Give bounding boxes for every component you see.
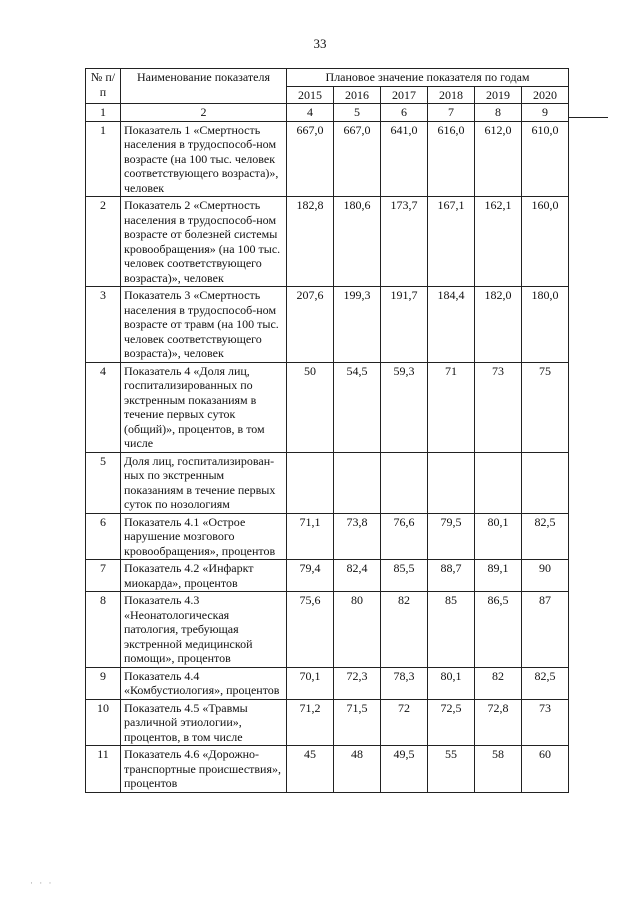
header-year: 2017	[381, 86, 428, 104]
planned-value: 49,5	[381, 746, 428, 793]
table-row	[86, 452, 569, 513]
planned-value: 73	[475, 362, 522, 452]
indicator-name: Показатель 4.6 «Дорожно-транспортные происшествия», процентов	[121, 746, 287, 793]
planned-value: 80,1	[475, 513, 522, 560]
indicators-table	[85, 68, 569, 793]
planned-value: 641,0	[381, 121, 428, 197]
planned-value: 54,5	[334, 362, 381, 452]
indicator-name: Показатель 2 «Смертность населения в трудоспособ-ном возрасте от болезней системы кровообращения» (на 100 тыс. человек соответствующего возраста)», человек	[121, 197, 287, 287]
planned-value: 173,7	[381, 197, 428, 287]
planned-value: 87	[522, 592, 569, 668]
planned-value: 72,3	[334, 667, 381, 699]
planned-value: 612,0	[475, 121, 522, 197]
column-number: 9	[522, 104, 569, 122]
row-number: 3	[86, 287, 121, 363]
planned-value: 58	[475, 746, 522, 793]
row-number: 4	[86, 362, 121, 452]
planned-value: 82,5	[522, 667, 569, 699]
planned-value: 60	[522, 746, 569, 793]
indicator-name: Показатель 4.3 «Неонатологическая патология, требующая экстренной медицинской помощи», процентов	[121, 592, 287, 668]
planned-value: 82,4	[334, 560, 381, 592]
header-year: 2019	[475, 86, 522, 104]
planned-value: 160,0	[522, 197, 569, 287]
planned-value: 72,5	[428, 699, 475, 746]
planned-value: 80,1	[428, 667, 475, 699]
planned-value	[381, 452, 428, 513]
header-year: 2016	[334, 86, 381, 104]
row-number: 9	[86, 667, 121, 699]
planned-value: 76,6	[381, 513, 428, 560]
row-number: 5	[86, 452, 121, 513]
planned-value: 50	[287, 362, 334, 452]
planned-value: 82	[475, 667, 522, 699]
scan-mark: · · ·	[30, 878, 54, 888]
planned-value: 75	[522, 362, 569, 452]
table-row	[86, 197, 569, 287]
planned-value: 80	[334, 592, 381, 668]
planned-value: 73	[522, 699, 569, 746]
indicator-name: Показатель 1 «Смертность населения в трудоспособ-ном возрасте (на 100 тыс. человек соответствующего возраста)», человек	[121, 121, 287, 197]
indicator-name: Показатель 4 «Доля лиц, госпитализированных по экстренным показаниям в течение первых суток (общий)», процентов, в том числе	[121, 362, 287, 452]
header-year: 2015	[287, 86, 334, 104]
planned-value: 191,7	[381, 287, 428, 363]
table-row	[86, 513, 569, 560]
header-year: 2020	[522, 86, 569, 104]
planned-value: 667,0	[334, 121, 381, 197]
header-year: 2018	[428, 86, 475, 104]
table-row	[86, 746, 569, 793]
extension-line	[568, 117, 608, 118]
row-number: 10	[86, 699, 121, 746]
planned-value: 85	[428, 592, 475, 668]
planned-value: 90	[522, 560, 569, 592]
table-row	[86, 699, 569, 746]
planned-value: 71,5	[334, 699, 381, 746]
planned-value: 71,1	[287, 513, 334, 560]
planned-value: 616,0	[428, 121, 475, 197]
planned-value: 71	[428, 362, 475, 452]
planned-value	[522, 452, 569, 513]
indicator-name: Показатель 4.2 «Инфаркт миокарда», процентов	[121, 560, 287, 592]
planned-value: 73,8	[334, 513, 381, 560]
row-number: 6	[86, 513, 121, 560]
header-planned-values: Плановое значение показателя по годам	[287, 69, 569, 87]
planned-value: 86,5	[475, 592, 522, 668]
row-number: 2	[86, 197, 121, 287]
planned-value: 79,5	[428, 513, 475, 560]
table-row	[86, 592, 569, 668]
planned-value: 78,3	[381, 667, 428, 699]
planned-value: 79,4	[287, 560, 334, 592]
column-number: 2	[121, 104, 287, 122]
row-number: 1	[86, 121, 121, 197]
table-row	[86, 287, 569, 363]
indicator-name: Показатель 4.4 «Комбустиология», процентов	[121, 667, 287, 699]
planned-value	[475, 452, 522, 513]
planned-value	[334, 452, 381, 513]
indicator-name: Показатель 3 «Смертность населения в трудоспособ-ном возрасте от травм (на 100 тыс. человек соответствующего возраста)», человек	[121, 287, 287, 363]
planned-value: 89,1	[475, 560, 522, 592]
planned-value	[428, 452, 475, 513]
table-row	[86, 362, 569, 452]
planned-value: 72,8	[475, 699, 522, 746]
row-number: 7	[86, 560, 121, 592]
planned-value: 88,7	[428, 560, 475, 592]
planned-value: 55	[428, 746, 475, 793]
table-row	[86, 667, 569, 699]
planned-value: 71,2	[287, 699, 334, 746]
planned-value: 70,1	[287, 667, 334, 699]
planned-value: 162,1	[475, 197, 522, 287]
page-number: 33	[313, 36, 327, 51]
planned-value: 59,3	[381, 362, 428, 452]
planned-value: 199,3	[334, 287, 381, 363]
row-number: 11	[86, 746, 121, 793]
planned-value: 82,5	[522, 513, 569, 560]
planned-value	[287, 452, 334, 513]
planned-value: 184,4	[428, 287, 475, 363]
planned-value: 180,6	[334, 197, 381, 287]
table-row	[86, 560, 569, 592]
column-number: 4	[287, 104, 334, 122]
planned-value: 48	[334, 746, 381, 793]
planned-value: 182,8	[287, 197, 334, 287]
planned-value: 75,6	[287, 592, 334, 668]
table-row	[86, 121, 569, 197]
planned-value: 182,0	[475, 287, 522, 363]
planned-value: 82	[381, 592, 428, 668]
header-num: № п/п	[86, 69, 121, 104]
planned-value: 45	[287, 746, 334, 793]
planned-value: 610,0	[522, 121, 569, 197]
column-number: 1	[86, 104, 121, 122]
planned-value: 667,0	[287, 121, 334, 197]
header-name: Наименование показателя	[121, 69, 287, 104]
planned-value: 167,1	[428, 197, 475, 287]
planned-value: 180,0	[522, 287, 569, 363]
indicator-name: Доля лиц, госпитализирован-ных по экстренным показаниям в течение первых суток по нозологиям	[121, 452, 287, 513]
column-number: 5	[334, 104, 381, 122]
column-number: 8	[475, 104, 522, 122]
planned-value: 85,5	[381, 560, 428, 592]
planned-value: 207,6	[287, 287, 334, 363]
planned-value: 72	[381, 699, 428, 746]
row-number: 8	[86, 592, 121, 668]
column-number: 7	[428, 104, 475, 122]
column-number: 6	[381, 104, 428, 122]
indicator-name: Показатель 4.1 «Острое нарушение мозгового кровообращения», процентов	[121, 513, 287, 560]
indicator-name: Показатель 4.5 «Травмы различной этиологии», процентов, в том числе	[121, 699, 287, 746]
